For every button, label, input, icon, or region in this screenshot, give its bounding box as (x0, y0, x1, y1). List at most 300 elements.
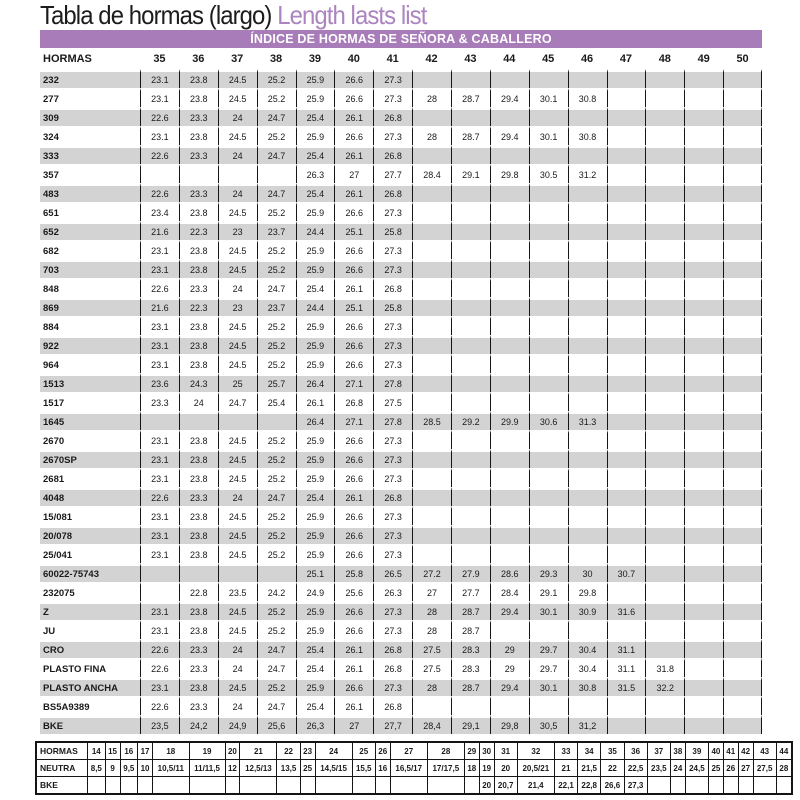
value-cell (568, 354, 607, 373)
row-label: 652 (40, 221, 140, 240)
value-cell (723, 183, 762, 202)
value-cell (225, 777, 240, 795)
value-cell (645, 278, 684, 297)
value-cell: 26.8 (373, 107, 412, 126)
header-size: 45 (542, 52, 555, 65)
value-cell: 18 (464, 760, 479, 777)
value-cell (529, 468, 568, 487)
value-cell (607, 107, 646, 126)
value-cell: 10,5/11 (153, 760, 190, 777)
value-cell (412, 259, 451, 278)
table-row (40, 373, 762, 392)
header-hormas: HORMAS (36, 742, 88, 760)
value-cell: 23.8 (179, 88, 218, 107)
value-cell: 25.1 (334, 221, 373, 240)
value-cell: 21 (554, 760, 577, 777)
value-cell (607, 449, 646, 468)
page-title (40, 2, 739, 28)
header-size: 41 (723, 742, 738, 760)
value-cell: 31.1 (607, 658, 646, 677)
value-cell: 23.1 (140, 69, 179, 88)
value-cell: 29 (490, 658, 529, 677)
value-cell: 22.6 (140, 145, 179, 164)
value-cell (753, 777, 776, 795)
value-cell: 26.8 (373, 278, 412, 297)
value-cell: 24 (218, 278, 257, 297)
value-cell: 25 (218, 373, 257, 392)
value-cell (412, 392, 451, 411)
value-cell (490, 430, 529, 449)
value-cell (451, 487, 490, 506)
header-size: 46 (580, 52, 594, 65)
row-label: BKE (36, 777, 88, 795)
value-cell (723, 316, 762, 335)
value-cell: 27.3 (373, 620, 412, 639)
value-cell: 25.7 (257, 373, 296, 392)
value-cell (490, 316, 529, 335)
value-cell: 23.1 (140, 259, 179, 278)
value-cell (645, 544, 684, 563)
value-cell: 26.6 (334, 544, 373, 563)
value-cell: 24.2 (257, 582, 296, 601)
value-cell: 25.1 (296, 563, 335, 582)
value-cell: 25.4 (296, 639, 335, 658)
value-cell (412, 145, 451, 164)
value-cell: 27.3 (373, 601, 412, 620)
value-cell: 25.9 (296, 449, 335, 468)
header-size: 40 (708, 742, 723, 760)
value-cell: 27.7 (451, 582, 490, 601)
value-cell: 27.3 (373, 468, 412, 487)
value-cell (684, 69, 723, 88)
value-cell (723, 544, 762, 563)
value-cell (684, 620, 723, 639)
value-cell (684, 715, 723, 734)
value-cell: 23.8 (179, 335, 218, 354)
value-cell: 23.8 (179, 69, 218, 88)
table-row (40, 278, 762, 297)
header-row (40, 48, 762, 69)
value-cell (607, 373, 646, 392)
value-cell (568, 487, 607, 506)
value-cell (451, 69, 490, 88)
value-cell: 30 (568, 563, 607, 582)
value-cell (240, 777, 277, 795)
value-cell (607, 487, 646, 506)
value-cell (684, 297, 723, 316)
value-cell: 26 (723, 760, 738, 777)
value-cell (153, 777, 190, 795)
value-cell (568, 335, 607, 354)
value-cell: 26.8 (373, 183, 412, 202)
value-cell: 23.1 (140, 126, 179, 145)
value-cell: 23.1 (140, 601, 179, 620)
value-cell: 25.9 (296, 506, 335, 525)
row-label: 232075 (40, 582, 140, 601)
value-cell (645, 411, 684, 430)
value-cell: 30.8 (568, 88, 607, 107)
value-cell (529, 278, 568, 297)
value-cell: 25.4 (296, 183, 335, 202)
value-cell: 25.9 (296, 430, 335, 449)
value-cell: 31.6 (607, 601, 646, 620)
value-cell: 26.1 (334, 107, 373, 126)
value-cell: 30.8 (568, 126, 607, 145)
value-cell: 22.8 (179, 582, 218, 601)
value-cell (352, 777, 375, 795)
value-cell (529, 240, 568, 259)
value-cell: 25.4 (296, 145, 335, 164)
value-cell: 26.1 (334, 278, 373, 297)
value-cell: 26.1 (334, 487, 373, 506)
value-cell: 26.6 (334, 430, 373, 449)
value-cell (529, 373, 568, 392)
value-cell (607, 525, 646, 544)
header-size: 31 (494, 742, 517, 760)
value-cell (568, 240, 607, 259)
value-cell: 24.4 (296, 221, 335, 240)
value-cell (451, 449, 490, 468)
value-cell (568, 696, 607, 715)
value-cell (375, 777, 390, 795)
value-cell (607, 69, 646, 88)
value-cell (529, 354, 568, 373)
value-cell (529, 506, 568, 525)
value-cell (723, 88, 762, 107)
value-cell (645, 715, 684, 734)
value-cell (568, 449, 607, 468)
value-cell: 25.9 (296, 316, 335, 335)
value-cell: 23.7 (257, 221, 296, 240)
value-cell (645, 221, 684, 240)
value-cell: 23.8 (179, 354, 218, 373)
value-cell: 9 (105, 760, 120, 777)
value-cell: 24.5 (218, 240, 257, 259)
value-cell (607, 696, 646, 715)
value-cell: 23.8 (179, 126, 218, 145)
header-size: 26 (375, 742, 390, 760)
value-cell (645, 297, 684, 316)
value-cell: 25.2 (257, 468, 296, 487)
value-cell: 25.2 (257, 316, 296, 335)
table-row (40, 677, 762, 696)
value-cell (529, 259, 568, 278)
row-label: 1517 (40, 392, 140, 411)
value-cell (723, 145, 762, 164)
value-cell (723, 411, 762, 430)
table-banner: ÍNDICE DE HORMAS DE SEÑORA & CABALLERO (40, 30, 762, 48)
value-cell (723, 297, 762, 316)
value-cell: 31.3 (568, 411, 607, 430)
header-size: 14 (88, 742, 106, 760)
value-cell: 23.3 (179, 183, 218, 202)
value-cell: 23.1 (140, 468, 179, 487)
value-cell (490, 221, 529, 240)
value-cell: 22,1 (554, 777, 577, 795)
value-cell (684, 487, 723, 506)
value-cell: 25.9 (296, 354, 335, 373)
row-label: 324 (40, 126, 140, 145)
value-cell (390, 777, 427, 795)
value-cell: 24.5 (218, 259, 257, 278)
value-cell (645, 145, 684, 164)
header-size: 41 (386, 52, 399, 65)
value-cell (412, 506, 451, 525)
header-hormas: HORMAS (43, 52, 92, 65)
value-cell: 23.1 (140, 316, 179, 335)
value-cell (490, 240, 529, 259)
value-cell (277, 777, 300, 795)
value-cell: 30.4 (568, 658, 607, 677)
value-cell: 27.3 (373, 316, 412, 335)
value-cell: 27.3 (373, 259, 412, 278)
header-size: 15 (105, 742, 120, 760)
value-cell: 26.6 (334, 677, 373, 696)
value-cell: 26.6 (334, 468, 373, 487)
table-row (40, 126, 762, 145)
value-cell (645, 88, 684, 107)
header-size: 18 (153, 742, 190, 760)
value-cell: 26.5 (373, 563, 412, 582)
value-cell: 25.2 (257, 620, 296, 639)
value-cell (645, 259, 684, 278)
value-cell (684, 582, 723, 601)
value-cell (427, 777, 464, 795)
value-cell (645, 164, 684, 183)
value-cell: 29.4 (490, 601, 529, 620)
value-cell (529, 544, 568, 563)
value-cell: 25.9 (296, 335, 335, 354)
value-cell: 25.8 (373, 297, 412, 316)
row-label: JU (40, 620, 140, 639)
value-cell: 23.8 (179, 468, 218, 487)
header-size: 28 (427, 742, 464, 760)
value-cell (684, 392, 723, 411)
value-cell (670, 777, 685, 795)
value-cell (645, 468, 684, 487)
page-title-purple: Length lasts list (277, 0, 427, 30)
value-cell (315, 777, 352, 795)
value-cell: 25.2 (257, 126, 296, 145)
value-cell: 29 (490, 639, 529, 658)
value-cell: 24.7 (257, 639, 296, 658)
value-cell: 29.9 (490, 411, 529, 430)
value-cell: 20,5/21 (517, 760, 554, 777)
value-cell (490, 449, 529, 468)
value-cell (412, 335, 451, 354)
header-size: 30 (479, 742, 494, 760)
row-label: 2670SP (40, 449, 140, 468)
value-cell (684, 658, 723, 677)
value-cell: 23.8 (179, 677, 218, 696)
value-cell: 27.3 (373, 525, 412, 544)
value-cell: 29.8 (568, 582, 607, 601)
value-cell: 24.5 (218, 202, 257, 221)
value-cell: 19 (479, 760, 494, 777)
table-row (40, 164, 762, 183)
row-label: 483 (40, 183, 140, 202)
value-cell (607, 278, 646, 297)
value-cell: 25.2 (257, 88, 296, 107)
page-title-black: Tabla de hormas (largo) (40, 0, 278, 30)
value-cell: 22.6 (140, 487, 179, 506)
value-cell (189, 777, 225, 795)
value-cell: 26.6 (334, 259, 373, 278)
value-cell (723, 430, 762, 449)
value-cell (684, 696, 723, 715)
value-cell: 26.6 (334, 202, 373, 221)
value-cell: 26.6 (334, 335, 373, 354)
value-cell: 24 (218, 696, 257, 715)
value-cell: 26.6 (334, 88, 373, 107)
value-cell: 30.1 (529, 126, 568, 145)
value-cell: 31.5 (607, 677, 646, 696)
header-size: 27 (390, 742, 427, 760)
value-cell: 24.5 (218, 525, 257, 544)
value-cell: 30.1 (529, 601, 568, 620)
value-cell: 22.6 (140, 278, 179, 297)
value-cell: 24 (218, 107, 257, 126)
header-size: 25 (352, 742, 375, 760)
value-cell: 22 (601, 760, 624, 777)
value-cell (776, 777, 792, 795)
value-cell (529, 221, 568, 240)
value-cell: 25.9 (296, 88, 335, 107)
value-cell (684, 430, 723, 449)
value-cell (529, 202, 568, 221)
value-cell: 23.8 (179, 620, 218, 639)
value-cell: 29.7 (529, 639, 568, 658)
value-cell (490, 620, 529, 639)
value-cell: 25.2 (257, 430, 296, 449)
table-row (40, 145, 762, 164)
value-cell: 22.3 (179, 297, 218, 316)
value-cell: 23.3 (179, 145, 218, 164)
value-cell (529, 525, 568, 544)
header-size: 42 (738, 742, 753, 760)
value-cell (684, 202, 723, 221)
table-row (40, 69, 762, 88)
value-cell (645, 696, 684, 715)
value-cell: 22.6 (140, 107, 179, 126)
value-cell: 12,5/13 (240, 760, 277, 777)
table-row (40, 506, 762, 525)
table-row (40, 107, 762, 126)
header-size: 22 (277, 742, 300, 760)
value-cell (412, 354, 451, 373)
value-cell: 28.3 (451, 658, 490, 677)
value-cell (218, 563, 257, 582)
value-cell (607, 335, 646, 354)
value-cell: 27.5 (412, 658, 451, 677)
value-cell: 24.5 (218, 544, 257, 563)
value-cell: 24.5 (218, 677, 257, 696)
value-cell: 23.1 (140, 354, 179, 373)
value-cell (140, 563, 179, 582)
value-cell: 29.8 (490, 164, 529, 183)
value-cell (451, 259, 490, 278)
value-cell: 26.1 (334, 658, 373, 677)
header-size: 34 (578, 742, 601, 760)
value-cell (723, 69, 762, 88)
value-cell (529, 145, 568, 164)
value-cell: 28 (776, 760, 792, 777)
value-cell: 25 (708, 760, 723, 777)
value-cell: 23.8 (179, 449, 218, 468)
value-cell (257, 563, 296, 582)
value-cell: 23.1 (140, 240, 179, 259)
value-cell: 24 (218, 639, 257, 658)
value-cell: 22.3 (179, 221, 218, 240)
value-cell: 25.9 (296, 620, 335, 639)
value-cell (645, 69, 684, 88)
value-cell: 23,5 (647, 760, 670, 777)
value-cell (723, 221, 762, 240)
value-cell (451, 221, 490, 240)
value-cell: 13,5 (277, 760, 300, 777)
value-cell: 22.6 (140, 183, 179, 202)
value-cell: 29.1 (451, 164, 490, 183)
value-cell: 22.6 (140, 696, 179, 715)
value-cell: 24.5 (218, 449, 257, 468)
hormas-length-table (40, 48, 762, 734)
table-row (40, 316, 762, 335)
table-row (40, 715, 762, 734)
value-cell: 25.2 (257, 354, 296, 373)
value-cell (529, 392, 568, 411)
value-cell (723, 582, 762, 601)
value-cell (490, 335, 529, 354)
value-cell: 28.7 (451, 88, 490, 107)
value-cell (723, 373, 762, 392)
value-cell (451, 525, 490, 544)
value-cell: 22.6 (140, 639, 179, 658)
value-cell (723, 601, 762, 620)
value-cell (723, 677, 762, 696)
table-row (36, 777, 792, 795)
value-cell (723, 696, 762, 715)
value-cell (607, 88, 646, 107)
value-cell (412, 696, 451, 715)
table-row (40, 411, 762, 430)
row-label: 2681 (40, 468, 140, 487)
value-cell: 8,5 (88, 760, 106, 777)
value-cell (607, 297, 646, 316)
table-row (40, 297, 762, 316)
value-cell: 24.7 (218, 392, 257, 411)
value-cell: 25.2 (257, 677, 296, 696)
header-size: 37 (647, 742, 670, 760)
value-cell: 25.2 (257, 601, 296, 620)
value-cell (607, 183, 646, 202)
value-cell (451, 392, 490, 411)
row-label: 848 (40, 278, 140, 297)
row-label: 232 (40, 69, 140, 88)
row-label: PLASTO FINA (40, 658, 140, 677)
value-cell (568, 620, 607, 639)
value-cell (490, 107, 529, 126)
value-cell (568, 316, 607, 335)
value-cell: 25.4 (296, 658, 335, 677)
value-cell: 14,5/15 (315, 760, 352, 777)
value-cell: 25.9 (296, 240, 335, 259)
row-label: 869 (40, 297, 140, 316)
value-cell: 26.1 (334, 639, 373, 658)
value-cell: 24.7 (257, 696, 296, 715)
row-label: 333 (40, 145, 140, 164)
value-cell: 28.7 (451, 601, 490, 620)
value-cell (490, 468, 529, 487)
